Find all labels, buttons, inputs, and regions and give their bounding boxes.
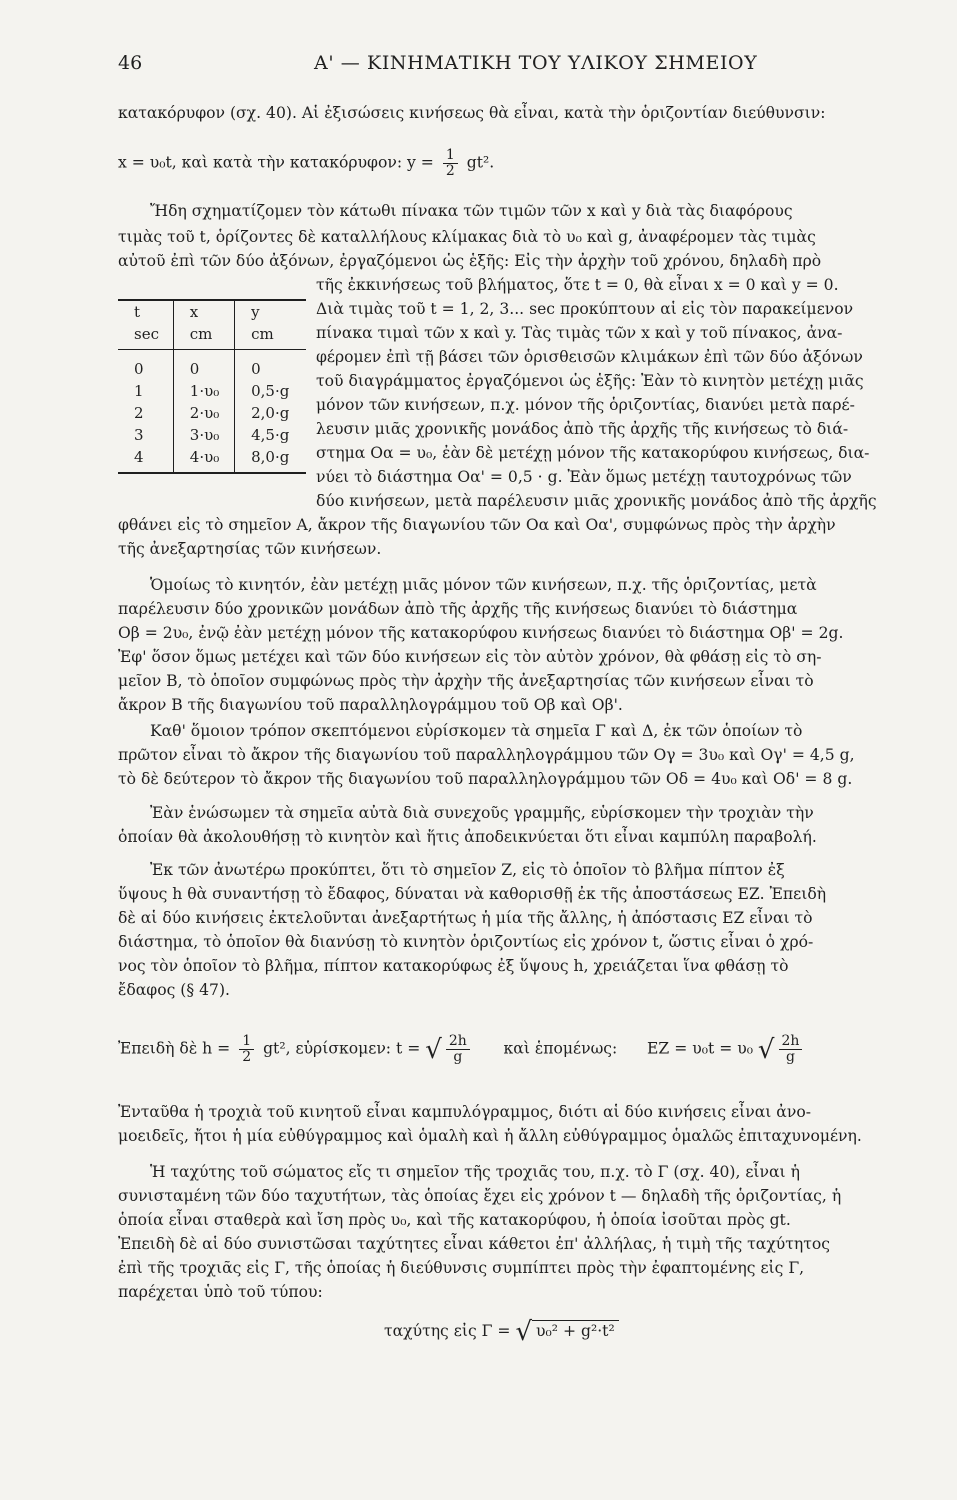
text-line: παρέχεται ὑπὸ τοῦ τύπου: <box>118 1283 323 1301</box>
values-table <box>118 299 306 474</box>
text-line: ἐπὶ τῆς τροχιᾶς εἰς Γ, τῆς ὁποίας ἡ διεύθυνσις συμπίπτει πρὸς τὴν ἐφαπτομένης εἰς Γ, <box>118 1259 805 1277</box>
text-line: λευσιν μιᾶς χρονικῆς μονάδος ἀπὸ τῆς ἀρχῆς τῆς κινήσεως τὸ διά- <box>316 420 849 438</box>
table-unit-cell: cm <box>173 323 234 350</box>
page-number: 46 <box>118 52 143 74</box>
table-cell: 1 <box>134 382 144 400</box>
text-line: τοῦ διαγράμματος ἐργαζόμενοι ὡς ἑξῆς: Ἐὰν τὸ κινητὸν μετέχῃ μιᾶς <box>316 372 864 390</box>
table-cell: 1·υ₀ <box>173 380 234 402</box>
table-cell: 0,5·g <box>235 380 306 402</box>
fraction-numerator: 2h <box>779 1034 803 1050</box>
text-fragment: gt², εὑρίσκομεν: t = <box>263 1039 421 1058</box>
table-cell: 3 <box>134 426 144 444</box>
radical-sign: √ <box>425 1034 442 1065</box>
text-line: κατακόρυφον (σχ. 40). Αἱ ἐξισώσεις κινήσεως θὰ εἶναι, κατὰ τὴν ὁριζοντίαν διεύθυνσιν: <box>118 104 826 122</box>
fraction <box>779 1034 803 1065</box>
equation-line <box>384 1317 619 1347</box>
text-line: μεῖον Β, τὸ ὁποῖον συμφώνως πρὸς τὴν ἀρχὴν τῆς ἀνεξαρτησίας τῶν κινήσεων εἶναι τὸ <box>118 672 814 690</box>
table-cell: 4 <box>118 446 173 473</box>
text-line: πρῶτον εἶναι τὸ ἄκρον τῆς διαγωνίου τοῦ παραλληλογράμμου τῶν Ογ = 3υ₀ καὶ Ογ' = 4,5 g, <box>118 746 855 764</box>
text-line: Ἐνταῦθα ἡ τροχιὰ τοῦ κινητοῦ εἶναι καμπυλόγραμμος, διότι αἱ δύο κινήσεις εἶναι ἀνο- <box>118 1103 811 1121</box>
fraction <box>443 148 458 179</box>
radicand: υ₀² + g²·t² <box>532 1320 619 1341</box>
text-line: Ὁμοίως τὸ κινητόν, ἐὰν μετέχῃ μιᾶς μόνον τῶν κινήσεων, π.χ. τῆς ὁριζοντίας, μετὰ <box>150 576 817 594</box>
text-line: στημα Οα = υ₀, ἐὰν δὲ μετέχῃ μόνον τῆς κατακορύφου κινήσεως, δια- <box>316 444 870 462</box>
text-line: φθάνει εἰς τὸ σημεῖον Α, ἄκρον τῆς διαγωνίου τῶν Οα καὶ Οα', συμφώνως πρὸς τὴν ἀρχὴν <box>118 516 836 534</box>
text-line: τὸ δὲ δεύτερον τὸ ἄκρον τῆς διαγωνίου τοῦ παραλληλογράμμου τῶν Οδ = 4υ₀ καὶ Οδ' = 8 g. <box>118 770 853 788</box>
text-line: παρέλευσιν δύο χρονικῶν μονάδων ἀπὸ τῆς ἀρχῆς τῆς κινήσεως διανύει τὸ διάστημα <box>118 600 798 618</box>
text-fragment: gt². <box>466 153 495 172</box>
table-header-cell: y <box>235 300 306 323</box>
table-row <box>118 380 306 402</box>
table-cell: 0 <box>235 358 306 380</box>
table-row <box>118 446 306 473</box>
text-line: ἄκρον Β τῆς διαγωνίου τοῦ παραλληλογράμμου τοῦ Οβ καὶ Οβ'. <box>118 696 623 714</box>
table-header-cell: x <box>173 300 234 323</box>
table-row <box>118 424 306 446</box>
text-line: ὕψους h θὰ συναντήσῃ τὸ ἔδαφος, δύναται νὰ καθορισθῇ ἐκ τῆς ἀποστάσεως ΕΖ. Ἐπειδὴ <box>118 885 827 903</box>
text-fragment: Ἐπειδὴ δὲ h = <box>118 1039 231 1058</box>
fraction-denominator: g <box>785 1049 795 1065</box>
text-line: Ἐὰν ἑνώσωμεν τὰ σημεῖα αὐτὰ διὰ συνεχοῦς γραμμῆς, εὑρίσκομεν τὴν τροχιὰν τὴν <box>150 804 814 822</box>
radical-sign: √ <box>757 1034 775 1065</box>
table-cell: 4,5·g <box>235 424 306 446</box>
table-header-cell: t <box>118 300 173 323</box>
text-fragment: ΕΖ = υ₀t = υ₀ <box>647 1039 753 1058</box>
text-line: τῆς ἀνεξαρτησίας τῶν κινήσεων. <box>118 540 382 558</box>
text-fragment: x = υ₀t, καὶ κατὰ τὴν κατακόρυφον: y = <box>118 153 434 172</box>
text-line: Καθ' ὅμοιον τρόπον σκεπτόμενοι εὑρίσκομεν τὰ σημεῖα Γ καὶ Δ, ἐκ τῶν ὁποίων τὸ <box>150 722 803 740</box>
text-fragment: καὶ ἑπομένως: <box>503 1039 618 1058</box>
fraction-denominator: 2 <box>445 163 455 179</box>
table-cell: 2 <box>134 404 144 422</box>
fraction-numerator: 1 <box>239 1034 254 1050</box>
table-unit-cell: cm <box>235 323 306 350</box>
running-title: Α' — ΚΙΝΗΜΑΤΙΚΗ ΤΟΥ ΥΛΙΚΟΥ ΣΗΜΕΙΟΥ <box>314 52 758 74</box>
table-cell: 3·υ₀ <box>173 424 234 446</box>
page-header <box>118 52 938 82</box>
text-line: Ἤδη σχηματίζομεν τὸν κάτωθι πίνακα τῶν τιμῶν τῶν x καὶ y διὰ τὰς διαφόρους <box>150 202 793 220</box>
text-line: τῆς ἐκκινήσεως τοῦ βλήματος, ὅτε t = 0, θὰ εἶναι x = 0 καὶ y = 0. <box>316 276 839 294</box>
equation-line <box>118 148 494 179</box>
fraction-numerator: 1 <box>443 148 458 164</box>
text-line: δὲ αἱ δύο κινήσεις ἐκτελοῦνται ἀνεξαρτήτως ἡ μία τῆς ἄλλης, ἡ ἀπόστασις ΕΖ εἶναι τὸ <box>118 909 813 927</box>
table-unit-cell: sec <box>118 323 173 350</box>
text-line: διάστημα, τὸ ὁποῖον θὰ διανύσῃ τὸ κινητὸν ὁριζοντίως εἰς χρόνον t, ὥστις εἶναι ὁ χρό- <box>118 933 814 951</box>
table-row <box>118 402 306 424</box>
text-line: μοειδεῖς, ἤτοι ἡ μία εὐθύγραμμος καὶ ὁμαλὴ καὶ ἡ ἄλλη εὐθύγραμμος ὁμαλῶς ἐπιταχυνομένη. <box>118 1127 862 1145</box>
text-line: αὐτοῦ ἐπὶ τῶν δύο ἀξόνων, ἐργαζόμενοι ὡς ἑξῆς: Εἰς τὴν ἀρχὴν τοῦ χρόνου, δηλαδὴ πρὸ <box>118 252 822 270</box>
text-fragment: ταχύτης εἰς Γ = <box>384 1322 511 1340</box>
table-cell: 2·υ₀ <box>173 402 234 424</box>
table-header-row <box>118 300 306 323</box>
text-line: νύει τὸ διάστημα Οα' = 0,5 · g. Ἐὰν ὅμως μετέχῃ ταυτοχρόνως τῶν <box>316 468 852 486</box>
radical-sign: √ <box>515 1317 533 1347</box>
table-row <box>118 358 306 380</box>
text-line: μόνον τῶν κινήσεων, π.χ. μόνον τῆς ὁριζοντίας, διανύει μετὰ παρέ- <box>316 396 855 414</box>
text-line: Ἐφ' ὅσον ὅμως μετέχει καὶ τῶν δύο κινήσεων εἰς τὸν αὐτὸν χρόνον, θὰ φθάσῃ εἰς τὸ ση- <box>118 648 822 666</box>
text-line: Ἐκ τῶν ἀνωτέρω προκύπτει, ὅτι τὸ σημεῖον Ζ, εἰς τὸ ὁποῖον τὸ βλῆμα πίπτον ἐξ <box>150 861 785 879</box>
table-cell: 0 <box>134 360 144 378</box>
text-line: ὁποία εἶναι σταθερὰ καὶ ἴση πρὸς υ₀, καὶ τῆς κατακορύφου, ἡ ὁποία ἰσοῦται πρὸς gt. <box>118 1211 791 1229</box>
text-line: συνισταμένη τῶν δύο ταχυτήτων, τὰς ὁποίας ἔχει εἰς χρόνον t — δηλαδὴ τῆς ὁριζοντίας, ἡ <box>118 1187 842 1205</box>
text-line: πίνακα τιμαὶ τῶν x καὶ y. Τὰς τιμὰς τῶν x καὶ y τοῦ πίνακος, ἀνα- <box>316 324 843 342</box>
fraction-numerator: 2h <box>446 1034 470 1050</box>
table-cell: 2,0·g <box>235 402 306 424</box>
table-unit-row <box>118 323 306 350</box>
table-cell: 4·υ₀ <box>173 446 234 473</box>
text-line: ἔδαφος (§ 47). <box>118 981 231 999</box>
text-line: Διὰ τιμὰς τοῦ t = 1, 2, 3... sec προκύπτουν αἱ εἰς τὸν παρακείμενον <box>316 300 854 318</box>
text-line: φέρομεν ἐπὶ τῇ βάσει τῶν ὁρισθεισῶν κλιμάκων ἐπὶ τῶν δύο ἀξόνων <box>316 348 863 366</box>
text-line: Ἡ ταχύτης τοῦ σώματος εἴς τι σημεῖον τῆς τροχιᾶς του, π.χ. τὸ Γ (σχ. 40), εἶναι ἡ <box>150 1163 800 1181</box>
fraction <box>446 1034 470 1065</box>
text-line: δύο κινήσεων, μετὰ παρέλευσιν μιᾶς χρονικῆς μονάδος ἀπὸ τῆς ἀρχῆς <box>316 492 877 510</box>
fraction-denominator: 2 <box>242 1049 252 1065</box>
text-line: τιμὰς τοῦ t, ὁρίζοντες δὲ καταλλήλους κλίμακας διὰ τὸ υ₀ καὶ g, ἀναφέρομεν τὰς τιμὰς <box>118 228 816 246</box>
text-line: Οβ = 2υ₀, ἐνῷ ἐὰν μετέχῃ μόνον τῆς κατακορύφου κινήσεως διανύει τὸ διάστημα Οβ' = 2g. <box>118 624 844 642</box>
fraction-denominator: g <box>453 1049 463 1065</box>
table-cell: 8,0·g <box>235 446 306 473</box>
text-line: νος τὸν ὁποῖον τὸ βλῆμα, πίπτον κατακορύφως ἐξ ὕψους h, χρειάζεται ἵνα φθάσῃ τὸ <box>118 957 789 975</box>
equation-line <box>118 1034 806 1065</box>
fraction <box>239 1034 254 1065</box>
text-line: Ἐπειδὴ δὲ αἱ δύο συνιστῶσαι ταχύτητες εἶναι κάθετοι ἐπ' ἀλλήλας, ἡ τιμὴ τῆς ταχύτητος <box>118 1235 830 1253</box>
table-cell: 0 <box>173 358 234 380</box>
text-line: ὁποίαν θὰ ἀκολουθήσῃ τὸ κινητὸν καὶ ἥτις ἀποδεικνύεται ὅτι εἶναι καμπύλη παραβολή. <box>118 828 817 846</box>
